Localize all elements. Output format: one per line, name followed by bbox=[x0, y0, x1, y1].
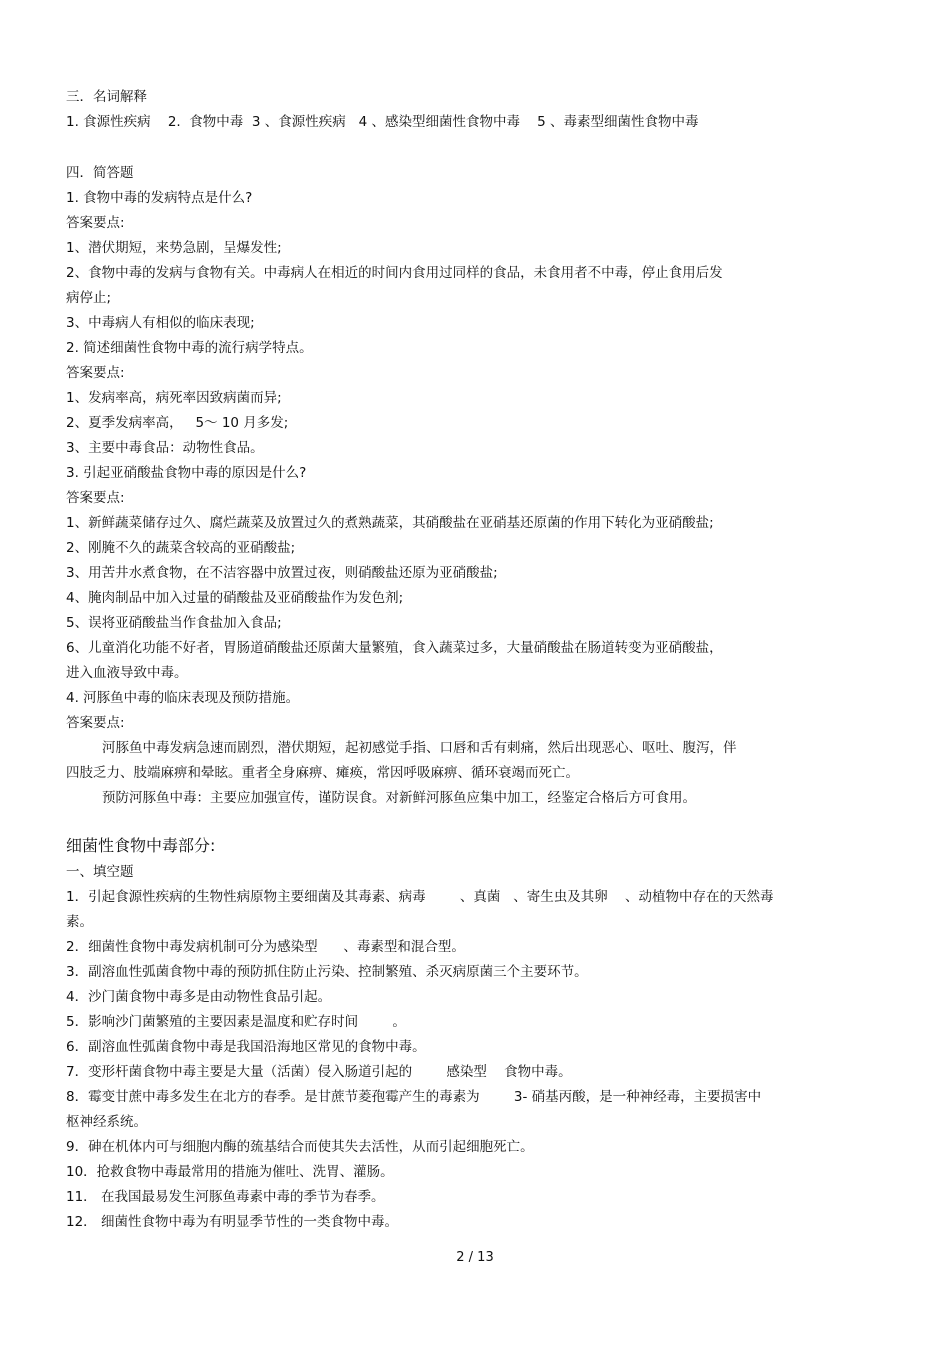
section4-line: 病停止; bbox=[66, 290, 112, 306]
section4-line: 1、发病率高，病死率因致病菌而异; bbox=[66, 390, 282, 406]
fill-in-item: 2．细菌性食物中毒发病机制可分为感染型 、毒素型和混合型。 bbox=[66, 939, 465, 955]
section4-line: 6、儿童消化功能不好者，胃肠道硝酸盐还原菌大量繁殖，食入蔬菜过多，大量硝酸盐在肠道转变为亚硝酸盐， bbox=[66, 640, 723, 656]
section4-line: 4、腌肉制品中加入过量的硝酸盐及亚硝酸盐作为发色剂; bbox=[66, 590, 404, 606]
fill-in-item: 8．霉变甘蔗中毒多发生在北方的春季。是甘蔗节菱孢霉产生的毒素为 3- 硝基丙酸，是一种神经毒，主要损害中 bbox=[66, 1089, 762, 1105]
page-number: 2 / 13 bbox=[456, 1250, 494, 1265]
fill-in-item: 素。 bbox=[66, 914, 93, 930]
fill-in-item: 5．影响沙门菌繁殖的主要因素是温度和贮存时间 。 bbox=[66, 1014, 406, 1030]
section4-heading: 四．简答题 bbox=[66, 165, 134, 181]
fill-in-item: 10．抢救食物中毒最常用的措施为催吐、洗胃、灌肠。 bbox=[66, 1164, 394, 1180]
fill-in-item: 12． 细菌性食物中毒为有明显季节性的一类食物中毒。 bbox=[66, 1214, 398, 1230]
section4-line: 进入血液导致中毒。 bbox=[66, 665, 188, 681]
pufferfish-prevention: 预防河豚鱼中毒：主要应加强宣传，谨防误食。对新鲜河豚鱼应集中加工，经鉴定合格后方可食用。 bbox=[102, 790, 696, 806]
fill-in-item: 4．沙门菌食物中毒多是由动物性食品引起。 bbox=[66, 989, 332, 1005]
section4-line: 2、食物中毒的发病与食物有关。中毒病人在相近的时间内食用过同样的食品，未食用者不中毒，停止食用后发 bbox=[66, 265, 723, 281]
section4-line: 1. 食物中毒的发病特点是什么? bbox=[66, 190, 253, 206]
fill-in-item: 9．砷在机体内可与细胞内酶的巯基结合而使其失去活性，从而引起细胞死亡。 bbox=[66, 1139, 534, 1155]
fill-in-heading: 一、填空题 bbox=[66, 864, 134, 880]
section4-line: 1、新鲜蔬菜储存过久、腐烂蔬菜及放置过久的煮熟蔬菜，其硝酸盐在亚硝基还原菌的作用下转化为亚硝酸盐; bbox=[66, 515, 714, 531]
section4-line: 3、中毒病人有相似的临床表现; bbox=[66, 315, 255, 331]
section4-line: 答案要点: bbox=[66, 215, 125, 231]
section4-line: 答案要点: bbox=[66, 490, 125, 506]
section4-line: 4. 河豚鱼中毒的临床表现及预防措施。 bbox=[66, 690, 300, 706]
section4-line: 5、误将亚硝酸盐当作食盐加入食品; bbox=[66, 615, 282, 631]
section4-line: 3、用苦井水煮食物，在不洁容器中放置过夜，则硝酸盐还原为亚硝酸盐; bbox=[66, 565, 498, 581]
section4-line: 1、潜伏期短，来势急剧，呈爆发性; bbox=[66, 240, 282, 256]
section4-line: 2、夏季发病率高， 5～ 10 月多发; bbox=[66, 415, 289, 431]
section3-terms: 1. 食源性疾病 2. 食物中毒 3 、食源性疾病 4 、感染型细菌性食物中毒 5 、毒素型细菌性食物中毒 bbox=[66, 114, 699, 130]
fill-in-item: 11． 在我国最易发生河豚鱼毒素中毒的季节为春季。 bbox=[66, 1189, 385, 1205]
section4-line: 3、主要中毒食品：动物性食品。 bbox=[66, 440, 264, 456]
section3-heading: 三．名词解释 bbox=[66, 89, 147, 105]
section4-line: 2. 简述细菌性食物中毒的流行病学特点。 bbox=[66, 340, 313, 356]
fill-in-item: 7．变形杆菌食物中毒主要是大量（活菌）侵入肠道引起的 感染型 食物中毒。 bbox=[66, 1064, 572, 1080]
section4-line: 答案要点: bbox=[66, 715, 125, 731]
section4-line: 答案要点: bbox=[66, 365, 125, 381]
pufferfish-symptoms-line2: 四肢乏力、肢端麻痹和晕眩。重者全身麻痹、瘫痪，常因呼吸麻痹、循环衰竭而死亡。 bbox=[66, 765, 579, 781]
section4-line: 3. 引起亚硝酸盐食物中毒的原因是什么? bbox=[66, 465, 307, 481]
fill-in-item: 1．引起食源性疾病的生物性病原物主要细菌及其毒素、病毒 、真菌 、寄生虫及其卵 、动植物中存在的天然毒 bbox=[66, 889, 774, 905]
fill-in-item: 枢神经系统。 bbox=[66, 1114, 147, 1130]
bacterial-section-heading: 细菌性食物中毒部分: bbox=[66, 836, 216, 855]
fill-in-item: 3．副溶血性弧菌食物中毒的预防抓住防止污染、控制繁殖、杀灭病原菌三个主要环节。 bbox=[66, 964, 588, 980]
section4-line: 2、刚腌不久的蔬菜含较高的亚硝酸盐; bbox=[66, 540, 296, 556]
pufferfish-symptoms-line1: 河豚鱼中毒发病急速而剧烈，潜伏期短，起初感觉手指、口唇和舌有刺痛，然后出现恶心、呕吐、腹泻，伴 bbox=[102, 740, 737, 756]
fill-in-item: 6．副溶血性弧菌食物中毒是我国沿海地区常见的食物中毒。 bbox=[66, 1039, 426, 1055]
